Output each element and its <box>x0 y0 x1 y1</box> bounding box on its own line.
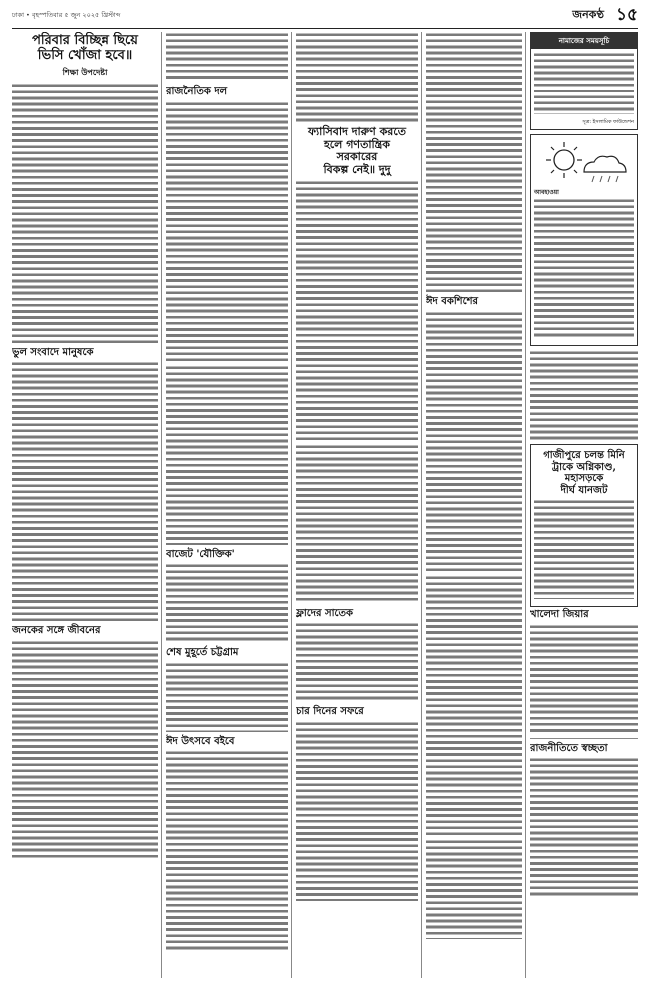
headline-line: ট্রাকে অগ্নিকাণ্ড, <box>552 461 616 473</box>
article-body <box>296 180 418 440</box>
headline-eid: ঈদ উৎসবে বইবে <box>166 735 235 747</box>
article-body <box>296 444 418 604</box>
weather-label: আবহাওয়া <box>534 189 559 196</box>
headline-line: ভিসি খোঁজা হবে॥ <box>37 47 133 63</box>
headline-fascism <box>296 126 418 177</box>
prayer-times-body <box>531 49 637 119</box>
page-number: ১৫ <box>615 5 638 25</box>
article-body <box>166 101 288 361</box>
article-body <box>166 662 288 732</box>
article-body <box>534 499 634 599</box>
headline-budget: বাজেট 'যৌক্তিক' <box>166 548 235 560</box>
article-body <box>296 721 418 901</box>
headline-line: পরিবার বিচ্ছিন্ন ছিয়ে <box>32 33 138 48</box>
article-body <box>166 365 288 545</box>
column-rule <box>291 32 292 978</box>
divider <box>530 738 638 739</box>
weather-box <box>530 134 638 346</box>
column-3 <box>296 32 418 978</box>
headline-line: সরকারের <box>336 150 378 164</box>
article-body <box>12 361 158 621</box>
prayer-times-title: নামাজের সময়সূচি <box>531 33 637 49</box>
article-body <box>426 32 522 292</box>
prayer-times-text <box>534 52 634 92</box>
article-body <box>166 32 288 82</box>
article-body <box>530 757 638 897</box>
headline-ps-vc <box>12 34 158 64</box>
headline-subtitle: শিক্ষা উপদেষ্টা <box>62 67 108 77</box>
weather-icon <box>534 138 636 184</box>
prayer-times-box <box>530 32 638 130</box>
page-header <box>12 4 638 29</box>
weather-text <box>534 198 634 338</box>
article-body <box>530 624 638 734</box>
headline-line: মহাসড়কে <box>564 473 604 484</box>
prayer-times-text <box>534 94 634 114</box>
column-1 <box>12 32 158 978</box>
boxed-story-gazipur <box>530 444 638 607</box>
headline-line: ফ্যাসিবাদ দারুণ করতে <box>307 125 407 138</box>
prayer-source: সূত্র: ইসলামিক ফাউন্ডেশন <box>582 119 634 125</box>
article-body <box>166 563 288 643</box>
headline-line: দীর্ঘ যানজট <box>560 484 608 496</box>
column-5 <box>530 32 638 978</box>
article-body <box>296 622 418 702</box>
headline-misinformation: ভুল সংবাদে মানুষকে <box>12 346 94 358</box>
article-body <box>530 350 638 440</box>
article-body <box>12 640 158 860</box>
column-rule <box>525 32 526 978</box>
headline-eid-bonus: ঈদ বকশিশের <box>426 296 479 307</box>
masthead: জনকণ্ঠ <box>572 8 604 21</box>
article-body <box>166 750 288 950</box>
headline-line: হলে গণতান্ত্রিক <box>323 137 390 151</box>
headline-gazipur-fire <box>534 450 634 496</box>
headline-khaleda: খালেদা জিয়ার <box>530 609 589 620</box>
column-4 <box>426 32 522 978</box>
column-2 <box>166 32 288 978</box>
article-body <box>426 311 522 571</box>
headline-politics-transparency: রাজনীতিতে স্বচ্ছতা <box>530 742 608 754</box>
column-rule <box>421 32 422 978</box>
headline-line: বিকল্প নেই॥ দুদু <box>323 162 391 176</box>
headline-political-parties: রাজনৈতিক দল <box>166 86 228 97</box>
headline-line: গাজীপুরে চলন্ত মিনি <box>543 450 625 461</box>
article-body <box>426 575 522 835</box>
column-rule <box>161 32 162 978</box>
headline-life: জনকের সঙ্গে জীবনের <box>12 625 101 637</box>
headline-flood: ফ্লাদের সাতেক <box>296 607 354 619</box>
article-body <box>426 839 522 939</box>
article-body <box>296 32 418 122</box>
dateline: ঢাকা • বৃহস্পতিবার ৫ জুন ২০২৫ খ্রিস্টাব্দ <box>12 11 121 19</box>
headline-chattogram: শেষ মুহূর্তে চট্টগ্রাম <box>166 647 239 658</box>
headline-four-day-tour: চার দিনের সফরে <box>296 706 364 718</box>
article-body <box>12 83 158 343</box>
